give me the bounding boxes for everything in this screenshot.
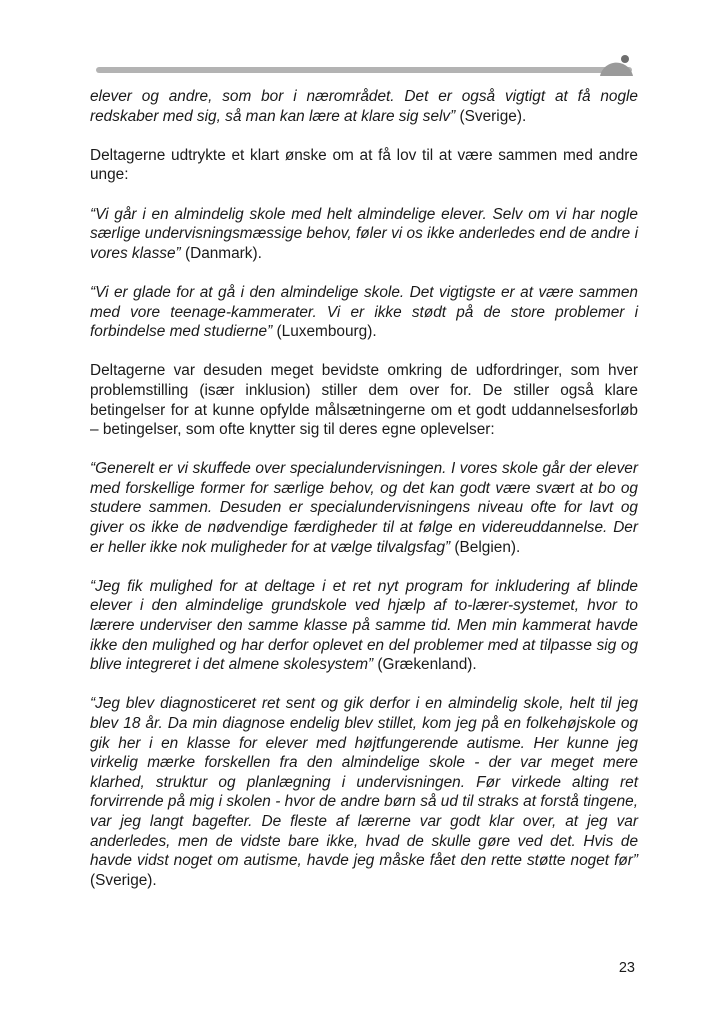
- quote-source: (Danmark).: [180, 244, 262, 262]
- paragraph-4: “Vi er glade for at gå i den almindelige skole. Det vigtigste er at være sammen med vore teenage-kammerater. Vi er ikke stødt på de store problemer i forbindelse med studierne” (Luxembourg).: [90, 283, 638, 341]
- header-rule: [96, 67, 632, 73]
- paragraph-3: “Vi går i en almindelig skole med helt almindelige elever. Selv om vi har nogle særlige undervisningsmæssige behov, føler vi os ikke anderledes end de andre i vores klasse” (Danmark).: [90, 205, 638, 262]
- paragraph-5: Deltagerne var desuden meget bevidste omkring de udfordringer, som hver problemstilling (især inklusion) stiller dem over for. De stiller også klare betingelser for at kunne opfylde målsætningerne om et godt uddannelsesforløb – betingelser, som ofte knytter sig til deres egne oplevelser:: [90, 362, 638, 439]
- quote-source: (Luxembourg).: [272, 323, 377, 341]
- page-number: 23: [618, 960, 635, 976]
- quote-source: (Grækenland).: [373, 656, 477, 674]
- paragraph-8: “Jeg blev diagnosticeret ret sent og gik derfor i en almindelig skole, helt til jeg blev 18 år. Da min diagnose endelig blev stillet, kom jeg på en folkehøjskole og gik her i en klasse for elever med højtfungerende autisme. Her kunne jeg virkelig mærke forskellen fra den almindelige skole - der var meget mere klarhed, struktur og planlægning i undervisningen. Før virkede alting ret forvirrende på mig i skolen - hvor de andre børn så ud til straks at forstå tingene, var jeg langt bagefter. De fleste af lærerne var godt klar over, at jeg var anderledes, men de vidste bare ikke, hvad de skulle gøre ved det. Hvis de havde vidst noget om autisme, havde jeg måske fået den rette støtte noget før” (Sverige).: [90, 695, 638, 889]
- quote-source: (Sverige).: [455, 107, 527, 125]
- quote-source: (Belgien).: [450, 538, 521, 556]
- paragraph-2: Deltagerne udtrykte et klart ønske om at få lov til at være sammen med andre unge:: [90, 146, 638, 184]
- paragraph-1: elever og andre, som bor i nærområdet. Det er også vigtigt at få nogle redskaber med sig, så man kan lære at klare sig selv” (Sverige).: [90, 88, 638, 125]
- header-logo-icon: [598, 52, 638, 80]
- paragraph-6: “Generelt er vi skuffede over specialundervisningen. I vores skole går der elever med forskellige former for særlige behov, og det kan godt være svært at bo og studere sammen. Desuden er specialundervisningens niveau ofte for lavt og giver os ikke de nødvendige færdigheder til at følge en videreuddannelse. Der er heller ikke nok muligheder for at vælge tilvalgsfag” (Belgien).: [90, 460, 638, 556]
- paragraph-7: “Jeg fik mulighed for at deltage i et ret nyt program for inkludering af blinde elever i den almindelige grundskole ved hjælp af to-lærer-systemet, hvor to lærere underviser den samme klasse på samme tid. Men min kammerat havde ikke den mulighed og har derfor oplevet en del problemer med at tilpasse sig og blive integreret i det almene skolesystem” (Grækenland).: [90, 577, 638, 674]
- quote-source: (Sverige).: [90, 871, 157, 889]
- document-body: [90, 87, 638, 910]
